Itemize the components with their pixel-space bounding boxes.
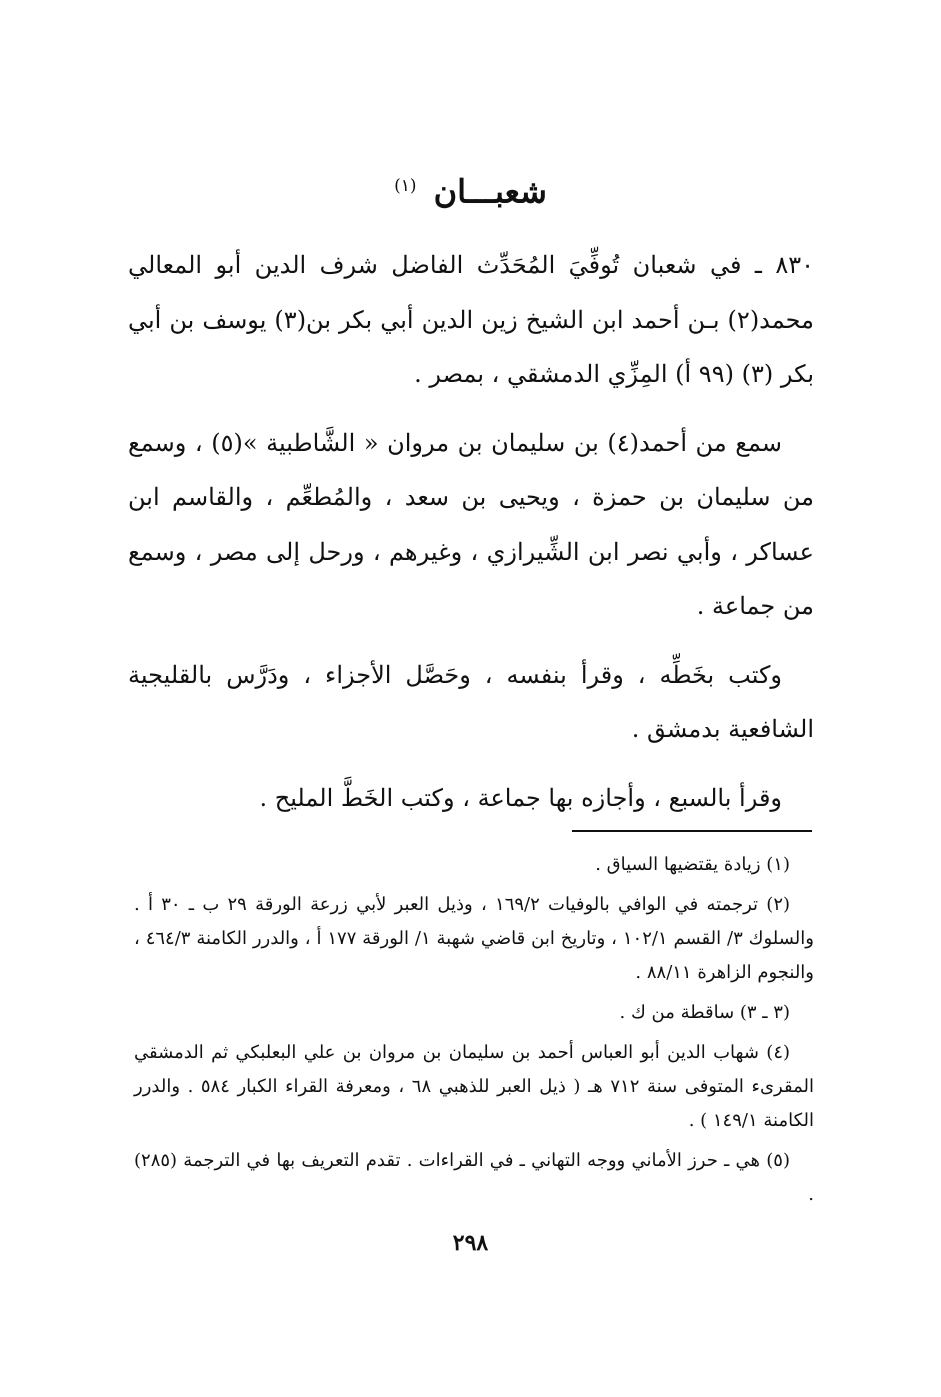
footnote: (٢) ترجمته في الوافي بالوفيات ١٦٩/٢ ، وذيل العبر لأبي زرعة الورقة ٢٩ ب ـ ٣٠ أ . والسلوك ٣/ القسم ١٠٢/١ ، وتاريخ ابن قاضي شهبة ١/ الورقة ١٧٧ أ ، والدرر الكامنة ٤٦٤/٣ ، والنجوم الزاهرة ٨٨/١١ .: [134, 894, 814, 983]
footnote: (٣ ـ ٣) ساقطة من ك .: [619, 1002, 790, 1023]
footnote: (٥) هي ـ حرز الأماني ووجه التهاني ـ في القراءات . تقدم التعريف بها في الترجمة (٢٨٥) .: [134, 1150, 814, 1205]
footnotes: [134, 848, 814, 1218]
main-text: [128, 238, 814, 839]
heading-footnote-marker: (١): [394, 176, 417, 196]
heading-title: شعبـــان: [433, 172, 547, 211]
body-paragraph: ٨٣٠ ـ في شعبان تُوفِّيَ المُحَدِّث الفاضل شرف الدين أبو المعالي محمد(٢) بـن أحمد ابن الشيخ زين الدين أبي بكر بن(٣) يوسف بن أبي بكر (٣) (٩٩ أ) المِزِّي الدمشقي ، بمصر .: [128, 251, 815, 388]
footnote: (٤) شهاب الدين أبو العباس أحمد بن سليمان بن مروان بن علي البعلبكي ثم الدمشقي المقرىء المتوفى سنة ٧١٢ هـ ( ذيل العبر للذهبي ٦٨ ، ومعرفة القراء الكبار ٥٨٤ . والدرر الكامنة ١٤٩/١ ) .: [134, 1042, 814, 1131]
body-paragraph: وكتب بخَطِّه ، وقرأ بنفسه ، وحَصَّل الأجزاء ، ودَرَّس بالقليجية الشافعية بدمشق .: [128, 660, 814, 743]
footnote-divider: [572, 830, 812, 832]
page-number: ٢٩٨: [452, 1230, 489, 1256]
body-paragraph: وقرأ بالسبع ، وأجازه بها جماعة ، وكتب الخَطَّ المليح .: [259, 783, 782, 812]
month-heading: [0, 162, 941, 216]
footnote: (١) زيادة يقتضيها السياق .: [595, 854, 790, 875]
body-paragraph: سمع من أحمد(٤) بن سليمان بن مروان « الشَّاطبية »(٥) ، وسمع من سليمان بن حمزة ، ويحيى بن سعد ، والمُطعِّم ، والقاسم ابن عساكر ، وأبي نصر ابن الشِّيرازي ، وغيرهم ، ورحل إلى مصر ، وسمع من جماعة .: [128, 428, 814, 620]
